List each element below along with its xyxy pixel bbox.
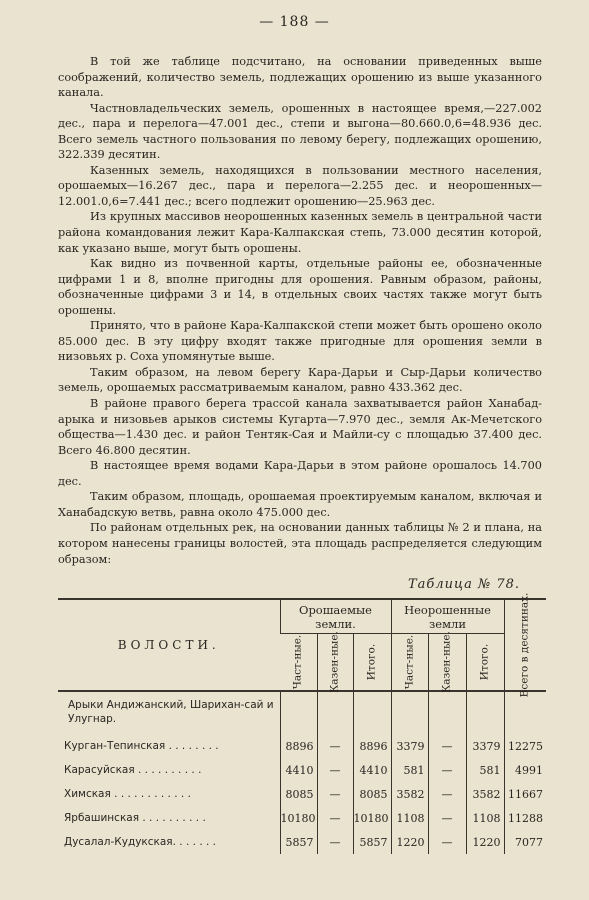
paragraph: Таким образом, на левом берегу Кара-Дарьи и Сыр-Дарьи количество земель, орошаемых рассматриваемым каналом, равно 433.362 дес. xyxy=(58,365,542,395)
paragraph: По районам отдельных рек, на основании данных таблицы № 2 и плана, на котором нанесены границы волостей, эта площадь распределяется следующим образом: xyxy=(58,521,542,566)
header-nonirrigated: Неорошенные земли xyxy=(391,599,504,634)
header-non-state: Казен-ные. xyxy=(428,634,466,692)
volost-name: Карасуйская . . . . . . . . . . xyxy=(64,764,202,776)
header-irr-private: Част-ные. xyxy=(280,634,317,692)
paragraph: В настоящее время водами Кара-Дарьи в этом районе орошалось 14.700 дес. xyxy=(58,459,542,488)
cell: 4410 xyxy=(280,758,317,782)
cell: 8085 xyxy=(353,782,391,806)
cell: 11667 xyxy=(504,782,546,806)
cell: 1220 xyxy=(466,830,504,854)
table-row xyxy=(58,830,546,854)
cell: — xyxy=(428,806,466,830)
irrigation-table xyxy=(58,592,546,854)
header-non-total: Итого. xyxy=(466,634,504,692)
cell: 8896 xyxy=(353,734,391,758)
volost-name: Дусалал-Кудукская. . . . . . . xyxy=(64,836,217,848)
cell: — xyxy=(428,758,466,782)
paragraph: Принято, что в районе Кара-Калпакской степи может быть орошено около 85.000 дес. В эту цифру входят также пригодные для орошения земли в низовьях р. Соха упомянутые выше. xyxy=(58,319,542,364)
paragraph: В той же таблице подсчитано, на основании приведенных выше соображений, количество земель, подлежащих орошению из выше указанного канала. xyxy=(58,55,542,100)
table-row xyxy=(58,758,546,782)
header-irr-state: Казен-ные. xyxy=(317,634,353,692)
paragraph: Таким образом, площадь, орошаемая проектируемым каналом, включая и Ханабадскую ветвь, равна около 475.000 дес. xyxy=(58,490,542,519)
cell: 1108 xyxy=(466,806,504,830)
cell: 8896 xyxy=(280,734,317,758)
volost-name: Курган-Тепинская . . . . . . . . xyxy=(64,740,219,752)
header-volosti: ВОЛОСТИ. xyxy=(58,599,280,691)
cell: 10180 xyxy=(280,806,317,830)
table-group-row xyxy=(58,691,546,734)
cell: 5857 xyxy=(280,830,317,854)
header-irrigated: Орошаемые земли. xyxy=(280,599,391,634)
header-total: Всего в десятинах. xyxy=(504,599,546,691)
paragraph: В районе правого берега трассой канала захватывается район Ханабад-арыка и низовьев арыков системы Кугарта—7.970 дес., земля Ак-Мечетского общества—1.430 дес. и район Тентяк-Сая и Майли-су с площадью 37.400 дес. Всего 46.800 десятин. xyxy=(58,397,542,457)
cell: 581 xyxy=(391,758,428,782)
cell: — xyxy=(428,782,466,806)
cell: — xyxy=(317,806,353,830)
header-irr-total: Итого. xyxy=(353,634,391,692)
cell: — xyxy=(317,830,353,854)
paragraph: Частновладельческих земель, орошенных в настоящее время,—227.002 дес., пара и перелога—47.001 дес., степи и выгона—80.660.0,6=48.936 дес. Всего земель частного пользования по левому берегу, подлежащих орошению, 322.339 десятин. xyxy=(58,101,542,162)
cell: 3582 xyxy=(391,782,428,806)
group-title: Арыки Андижанский, Шарихан-сай и Улугнар. xyxy=(68,699,274,725)
table-row xyxy=(58,734,546,758)
cell: — xyxy=(317,734,353,758)
paragraph: Из крупных массивов неорошенных казенных земель в центральной части района командования лежит Кара-Калпакская степь, 73.000 десятин которой, как указано выше, могут быть орошены. xyxy=(58,210,542,255)
paragraph: Казенных земель, находящихся в пользовании местного населения, орошаемых—16.267 дес., пара и перелога—2.255 дес. и неорошенных—12.001.0,6=7.441 дес.; всего подлежит орошению—25.963 дес. xyxy=(58,163,542,208)
cell: 3379 xyxy=(466,734,504,758)
cell: 3582 xyxy=(466,782,504,806)
cell: 11288 xyxy=(504,806,546,830)
cell: 1108 xyxy=(391,806,428,830)
page-number: — 188 — xyxy=(259,14,330,30)
table-row xyxy=(58,782,546,806)
cell: 7077 xyxy=(504,830,546,854)
cell: 10180 xyxy=(353,806,391,830)
cell: — xyxy=(317,758,353,782)
cell: 581 xyxy=(466,758,504,782)
cell: — xyxy=(428,734,466,758)
cell: 3379 xyxy=(391,734,428,758)
cell: — xyxy=(428,830,466,854)
cell: 1220 xyxy=(391,830,428,854)
cell: 12275 xyxy=(504,734,546,758)
cell: — xyxy=(317,782,353,806)
cell: 5857 xyxy=(353,830,391,854)
body-text xyxy=(58,54,542,567)
cell: 4410 xyxy=(353,758,391,782)
volost-name: Ярбашинская . . . . . . . . . . xyxy=(64,812,206,824)
table-row xyxy=(58,806,546,830)
table-caption: Таблица № 78. xyxy=(408,577,521,592)
paragraph: Как видно из почвенной карты, отдельные районы ее, обозначенные цифрами 1 и 8, вполне пригодны для орошения. Равным образом, районы, обозначенные цифрами 3 и 14, в отдельных своих частях также могут быть орошены. xyxy=(58,257,542,317)
header-non-private: Част-ные. xyxy=(391,634,428,692)
cell: 8085 xyxy=(280,782,317,806)
cell: 4991 xyxy=(504,758,546,782)
volost-name: Химская . . . . . . . . . . . . xyxy=(64,788,191,800)
